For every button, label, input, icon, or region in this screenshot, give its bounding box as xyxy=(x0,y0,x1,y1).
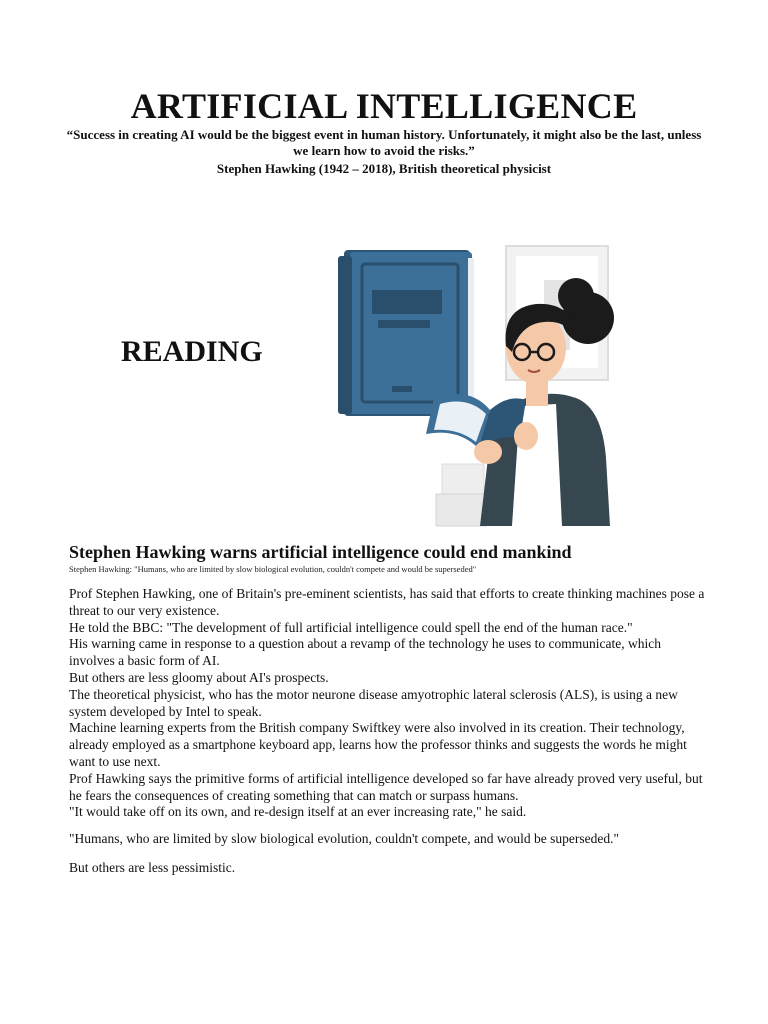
article-paragraph: Prof Stephen Hawking, one of Britain's pre-eminent scientists, has said that efforts to create thinking machines pose a threat to our very existence. xyxy=(69,586,705,618)
article-paragraph: The theoretical physicist, who has the motor neurone disease amyotrophic lateral sclerosis (ALS), is using a new system developed by Intel to speak. xyxy=(69,686,678,719)
article-paragraph: His warning came in response to a question about a revamp of the technology he uses to communicate, which involves a basic form of AI. xyxy=(69,636,661,669)
article-paragraph: Machine learning experts from the British company Swiftkey were also involved in its creation. Their technology, already employed as a smartphone keyboard app, learns how the professor thinks and suggests the words he might want to use next. xyxy=(69,720,687,769)
article-closing: But others are less pessimistic. xyxy=(69,859,236,875)
article-caption: Stephen Hawking: "Humans, who are limited by slow biological evolution, couldn't compete and would be superseded" xyxy=(69,564,477,574)
quote-attribution: Stephen Hawking (1942 – 2018), British theoretical physicist xyxy=(216,161,552,176)
article-body xyxy=(69,586,705,877)
hawking-quote: “Success in creating AI would be the biggest event in human history. Unfortunately, it might also be the last, unless we learn how to avoid the risks.” xyxy=(66,127,702,158)
page-title: ARTIFICIAL INTELLIGENCE xyxy=(130,86,638,126)
article-pull-quote: "Humans, who are limited by slow biological evolution, couldn't compete, and would be superseded." xyxy=(69,831,619,847)
article-paragraph: "It would take off on its own, and re-design itself at an ever increasing rate," he said. xyxy=(69,804,527,820)
section-label-reading: READING xyxy=(121,335,263,368)
article-paragraph: He told the BBC: "The development of full artificial intelligence could spell the end of the human race." xyxy=(69,619,633,635)
woman-reading-book-icon xyxy=(330,238,620,530)
article-headline: Stephen Hawking warns artificial intelligence could end mankind xyxy=(69,542,572,562)
article-paragraph: But others are less gloomy about AI's prospects. xyxy=(69,669,329,685)
article-paragraph: Prof Hawking says the primitive forms of artificial intelligence developed so far have already proved very useful, but he fears the consequences of creating something that can match or surpass humans. xyxy=(69,770,703,803)
